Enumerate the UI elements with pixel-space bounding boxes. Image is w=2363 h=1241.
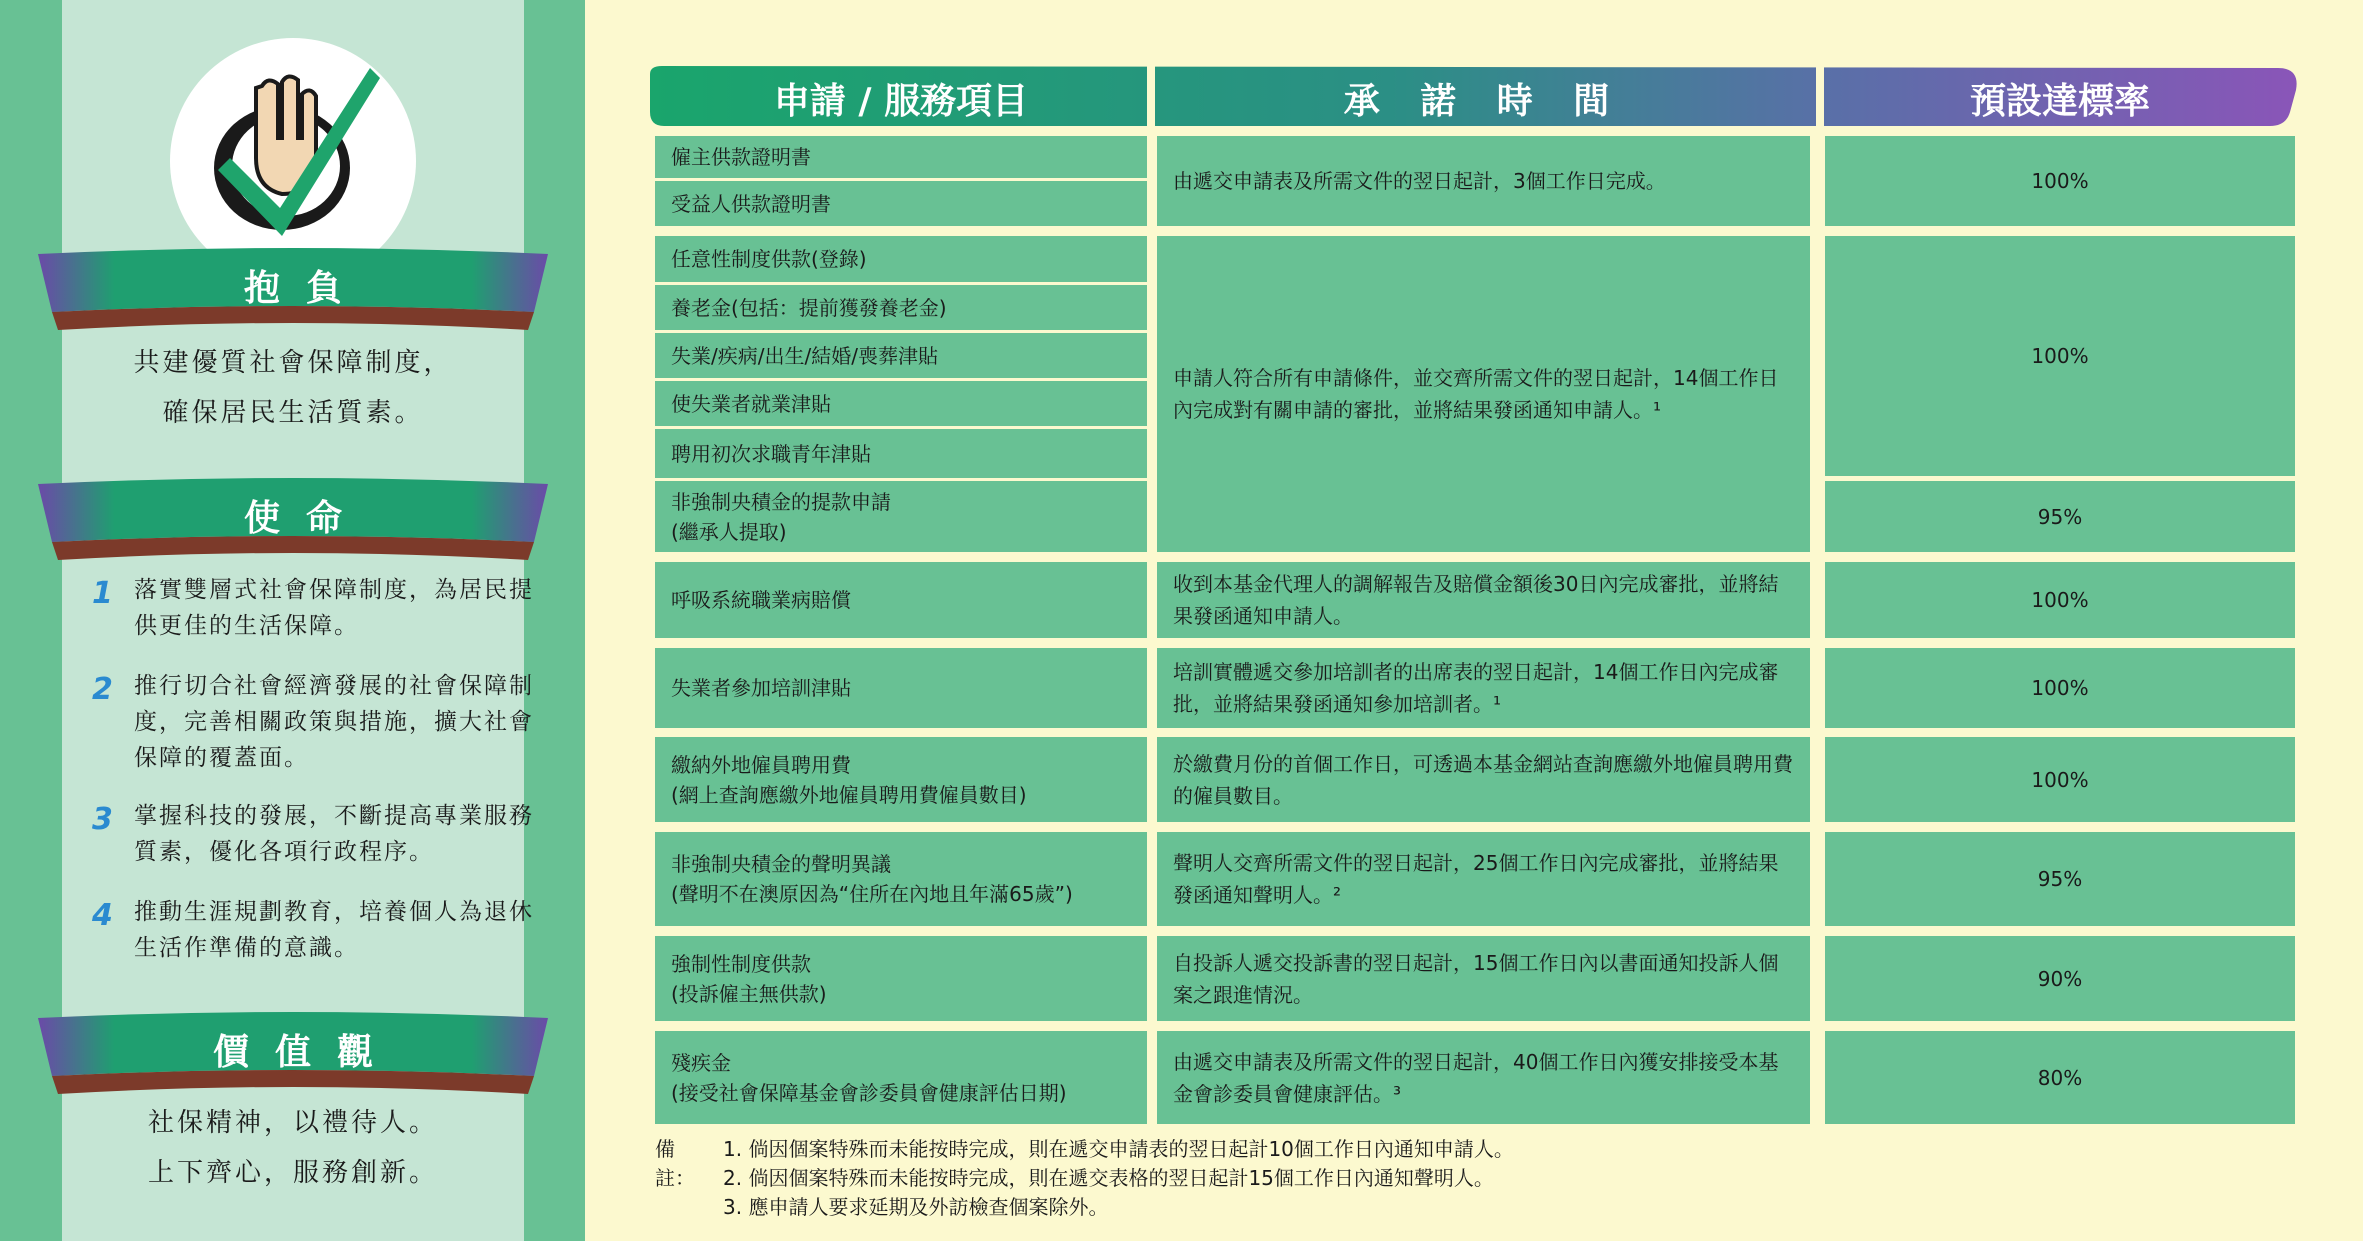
table-cell-commitment: 自投訴人遞交投訴書的翌日起計，15個工作日內以書面通知投訴人個案之跟進情況。 — [1157, 936, 1810, 1021]
vision-text — [62, 338, 524, 438]
table-cell-service: 受益人供款證明書 — [655, 181, 1147, 226]
table-cell-service: 僱主供款證明書 — [655, 136, 1147, 178]
mission-number: 3 — [92, 802, 113, 837]
table-cell-rate: 95% — [1825, 832, 2295, 926]
values-text — [62, 1098, 524, 1198]
table-cell-commitment: 培訓實體遞交參加培訓者的出席表的翌日起計，14個工作日內完成審批，並將結果發函通知參加培訓者。¹ — [1157, 648, 1810, 728]
table-cell-service: 失業/疾病/出生/結婚/喪葬津貼 — [655, 333, 1147, 378]
table-cell-rate: 90% — [1825, 936, 2295, 1021]
vision-line: 共建優質社會保障制度， — [133, 348, 453, 378]
vision-line: 確保居民生活質素。 — [162, 398, 424, 428]
table-cell-service: 呼吸系統職業病賠償 — [655, 562, 1147, 638]
note-text: 2. 倘因個案特殊而未能按時完成，則在遞交表格的翌日起計15個工作日內通知聲明人。 — [723, 1166, 1494, 1190]
note-text: 3. 應申請人要求延期及外訪檢查個案除外。 — [723, 1195, 1109, 1219]
table-cell-service: 養老金(包括：提前獲發養老金) — [655, 285, 1147, 330]
table-cell-rate: 100% — [1825, 136, 2295, 226]
vision-banner — [38, 246, 548, 342]
table-cell-service: 使失業者就業津貼 — [655, 381, 1147, 426]
table-cell-rate: 100% — [1825, 236, 2295, 476]
table-cell-rate: 100% — [1825, 648, 2295, 728]
vision-title: 抱負 — [243, 268, 368, 309]
table-cell-commitment: 聲明人交齊所需文件的翌日起計，25個工作日內完成審批，並將結果發函通知聲明人。² — [1157, 832, 1810, 926]
mission-title: 使命 — [243, 498, 368, 539]
table-cell-service: 強制性制度供款 (投訴僱主無供款) — [655, 936, 1147, 1021]
header-service: 申請 / 服務項目 — [773, 80, 1029, 122]
table-cell-rate: 80% — [1825, 1031, 2295, 1124]
values-title: 價值觀 — [212, 1032, 399, 1073]
values-banner — [38, 1010, 548, 1106]
table-cell-service: 任意性制度供款(登錄) — [655, 236, 1147, 282]
values-line: 上下齊心，服務創新。 — [147, 1158, 438, 1188]
mission-number: 4 — [92, 898, 113, 933]
mission-text: 落實雙層式社會保障制度，為居民提供更佳的生活保障。 — [134, 577, 534, 639]
mission-text: 掌握科技的發展，不斷提高專業服務質素，優化各項行政程序。 — [134, 803, 534, 865]
table-cell-rate: 100% — [1825, 562, 2295, 638]
table-cell-rate: 95% — [1825, 481, 2295, 552]
header-rate: 預設達標率 — [1969, 80, 2150, 122]
mission-banner — [38, 476, 548, 572]
table-cell-service: 非強制央積金的提款申請 (繼承人提取) — [655, 481, 1147, 552]
values-line: 社保精神，以禮待人。 — [147, 1108, 438, 1138]
mission-text: 推行切合社會經濟發展的社會保障制度，完善相關政策與措施，擴大社會保障的覆蓋面。 — [134, 673, 534, 771]
table-cell-commitment: 由遞交申請表及所需文件的翌日起計，3個工作日完成。 — [1157, 136, 1810, 226]
header-commitment: 承 諾 時 間 — [1343, 80, 1624, 122]
table-cell-rate: 100% — [1825, 737, 2295, 822]
table-cell-commitment: 收到本基金代理人的調解報告及賠償金額後30日內完成審批，並將結果發函通知申請人。 — [1157, 562, 1810, 638]
table-cell-service: 殘疾金 (接受社會保障基金會診委員會健康評估日期) — [655, 1031, 1147, 1124]
table-cell-commitment: 申請人符合所有申請條件，並交齊所需文件的翌日起計，14個工作日內完成對有關申請的審批，並將結果發函通知申請人。¹ — [1157, 236, 1810, 552]
table-cell-commitment: 由遞交申請表及所需文件的翌日起計，40個工作日內獲安排接受本基金會診委員會健康評估。³ — [1157, 1031, 1810, 1124]
mission-number: 2 — [92, 672, 113, 707]
mission-text: 推動生涯規劃教育，培養個人為退休生活作準備的意識。 — [134, 899, 534, 961]
table-cell-service: 非強制央積金的聲明異議 (聲明不在澳原因為“住所在內地且年滿65歲”) — [655, 832, 1147, 926]
notes-label: 備註： — [655, 1137, 695, 1190]
table-cell-commitment: 於繳費月份的首個工作日，可透過本基金網站查詢應繳外地僱員聘用費的僱員數目。 — [1157, 737, 1810, 822]
mission-number: 1 — [92, 576, 113, 611]
table-cell-service: 失業者參加培訓津貼 — [655, 648, 1147, 728]
table-cell-service: 聘用初次求職青年津貼 — [655, 429, 1147, 478]
table-cell-service: 繳納外地僱員聘用費 (網上查詢應繳外地僱員聘用費僱員數目) — [655, 737, 1147, 822]
note-text: 1. 倘因個案特殊而未能按時完成，則在遞交申請表的翌日起計10個工作日內通知申請人。 — [723, 1137, 1514, 1161]
